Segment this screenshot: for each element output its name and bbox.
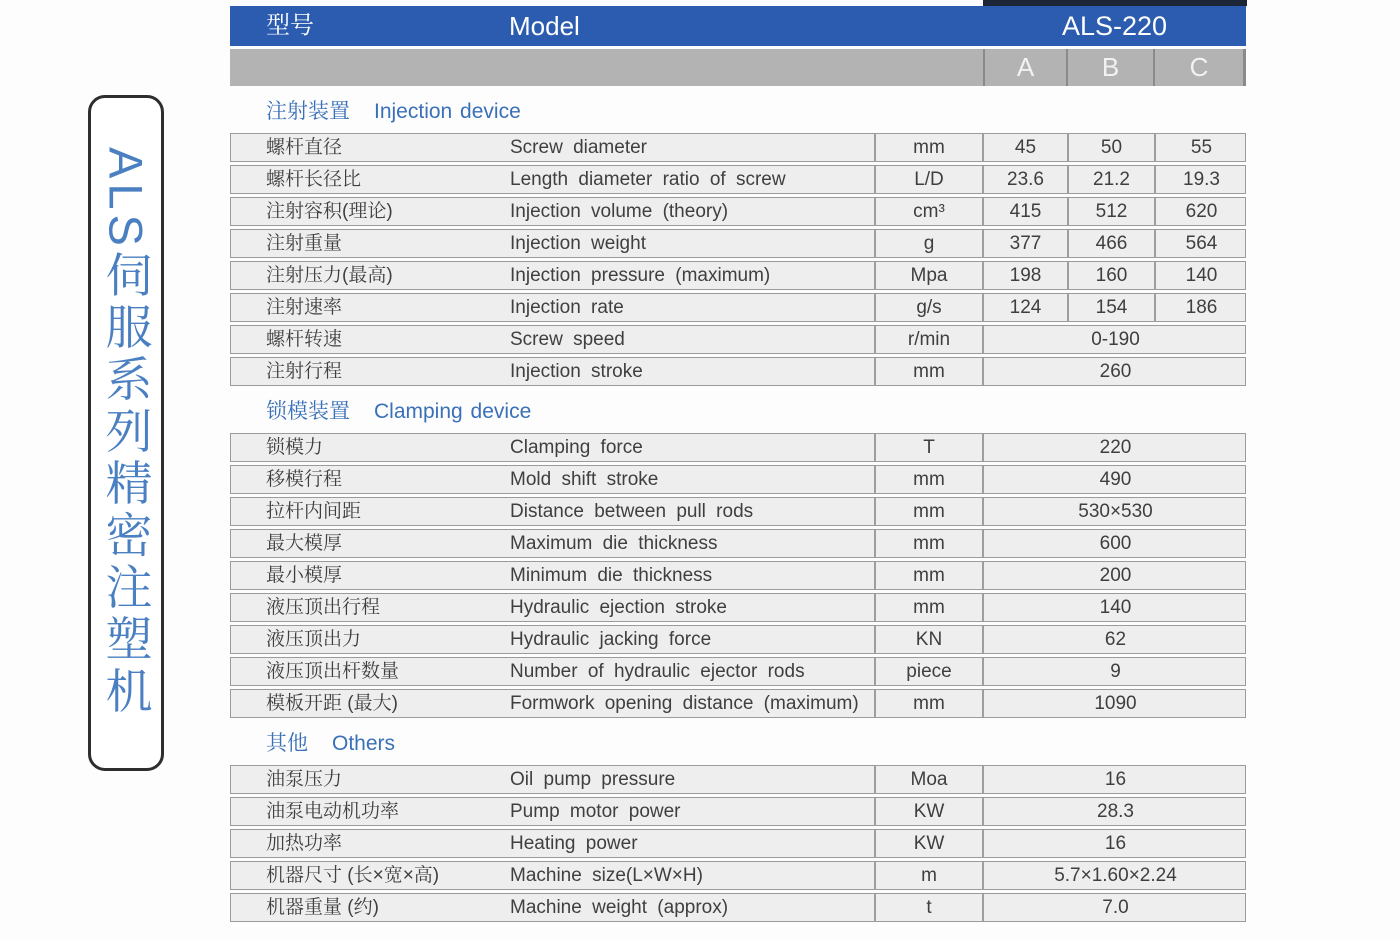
spec-values xyxy=(984,530,1247,557)
spec-name-cell xyxy=(231,358,874,385)
spec-values xyxy=(984,658,1247,685)
spec-name-cell xyxy=(231,230,874,257)
spec-values xyxy=(984,766,1247,793)
spec-name-cell xyxy=(231,766,874,793)
spec-unit-cell: KN xyxy=(874,626,984,653)
spec-name-zh: 注射速率 xyxy=(266,297,343,318)
spec-value: 140 xyxy=(1154,262,1247,289)
spec-name-zh: 注射重量 xyxy=(266,233,343,254)
spec-row xyxy=(230,689,1246,718)
spec-row xyxy=(230,797,1246,826)
column-header-c: C xyxy=(1153,49,1243,86)
spec-name-en: Hydraulic jacking force xyxy=(510,629,712,650)
spec-value: 154 xyxy=(1067,294,1154,321)
spec-unit-cell: Moa xyxy=(874,766,984,793)
spec-name-en: Length diameter ratio of screw xyxy=(510,169,786,190)
spec-table xyxy=(230,6,1246,925)
spec-name-en: Injection weight xyxy=(510,233,646,254)
spec-name-en: Pump motor power xyxy=(510,801,681,822)
spec-name-zh: 液压顶出杆数量 xyxy=(266,661,400,682)
section-rows xyxy=(230,765,1246,922)
spec-values xyxy=(984,594,1247,621)
spec-name-cell xyxy=(231,798,874,825)
spec-value-merged: 5.7×1.60×2.24 xyxy=(1054,865,1177,886)
spec-name-cell xyxy=(231,894,874,921)
spec-name-en: Formwork opening distance (maximum) xyxy=(510,693,859,714)
spec-value: 564 xyxy=(1154,230,1247,257)
spec-name-en: Screw diameter xyxy=(510,137,647,158)
spec-name-cell xyxy=(231,198,874,225)
spec-values xyxy=(984,262,1247,289)
spec-unit-cell: piece xyxy=(874,658,984,685)
spec-row xyxy=(230,829,1246,858)
spec-values xyxy=(984,798,1247,825)
spec-name-zh: 锁模力 xyxy=(266,437,324,458)
spec-row xyxy=(230,529,1246,558)
spec-section xyxy=(230,95,1246,386)
spec-value: 19.3 xyxy=(1154,166,1247,193)
spec-sections xyxy=(230,95,1246,922)
spec-name-en: Maximum die thickness xyxy=(510,533,718,554)
spec-name-cell xyxy=(231,530,874,557)
spec-name-cell xyxy=(231,690,874,717)
spec-values xyxy=(984,498,1247,525)
spec-name-zh: 注射行程 xyxy=(266,361,343,382)
spec-unit-cell: KW xyxy=(874,798,984,825)
spec-name-zh: 螺杆转速 xyxy=(266,329,343,350)
spec-name-en: Number of hydraulic ejector rods xyxy=(510,661,805,682)
spec-values xyxy=(984,466,1247,493)
spec-value-merged: 220 xyxy=(1099,437,1132,458)
spec-unit-cell: mm xyxy=(874,530,984,557)
column-header-b: B xyxy=(1066,49,1153,86)
section-rows xyxy=(230,433,1246,718)
spec-values xyxy=(984,230,1247,257)
spec-name-zh: 螺杆长径比 xyxy=(266,169,362,190)
spec-row xyxy=(230,893,1246,922)
spec-value-merged: 16 xyxy=(1104,769,1127,790)
spec-row xyxy=(230,133,1246,162)
spec-values xyxy=(984,562,1247,589)
spec-name-zh: 机器尺寸 (长×宽×高) xyxy=(266,865,440,886)
spec-unit-cell: r/min xyxy=(874,326,984,353)
spec-value-merged: 140 xyxy=(1099,597,1132,618)
spec-value: 55 xyxy=(1154,134,1247,161)
spec-name-en: Machine size(L×W×H) xyxy=(510,865,703,886)
spec-value-merged: 16 xyxy=(1104,833,1127,854)
spec-values xyxy=(984,830,1247,857)
spec-unit-cell: mm xyxy=(874,562,984,589)
spec-row xyxy=(230,593,1246,622)
spec-value-merged: 9 xyxy=(1110,661,1121,682)
spec-row xyxy=(230,357,1246,386)
spec-values xyxy=(984,294,1247,321)
section-rows xyxy=(230,133,1246,386)
column-header-spacer xyxy=(230,49,983,86)
spec-row xyxy=(230,657,1246,686)
spec-unit-cell: L/D xyxy=(874,166,984,193)
spec-value-merged: 0-190 xyxy=(1091,329,1140,350)
spec-name-cell xyxy=(231,326,874,353)
section-title xyxy=(230,95,1246,129)
spec-value-merged: 260 xyxy=(1099,361,1132,382)
spec-unit-cell: cm³ xyxy=(874,198,984,225)
spec-name-cell xyxy=(231,594,874,621)
spec-value: 23.6 xyxy=(1007,169,1044,190)
spec-unit-cell: mm xyxy=(874,690,984,717)
spec-row xyxy=(230,497,1246,526)
spec-name-zh: 油泵压力 xyxy=(266,769,343,790)
spec-row xyxy=(230,261,1246,290)
spec-name-en: Machine weight (approx) xyxy=(510,897,729,918)
spec-name-en: Hydraulic ejection stroke xyxy=(510,597,727,618)
spec-values xyxy=(984,434,1247,461)
spec-value-merged: 490 xyxy=(1099,469,1132,490)
model-header-bar xyxy=(230,6,1246,46)
spec-value: 512 xyxy=(1067,198,1154,225)
spec-name-zh: 注射容积(理论) xyxy=(266,201,393,222)
section-title-zh: 其他 xyxy=(266,732,308,755)
spec-name-zh: 液压顶出行程 xyxy=(266,597,381,618)
spec-row xyxy=(230,465,1246,494)
spec-unit-cell: t xyxy=(874,894,984,921)
spec-value: 466 xyxy=(1067,230,1154,257)
spec-value: 124 xyxy=(1009,297,1042,318)
spec-name-zh: 移模行程 xyxy=(266,469,343,490)
spec-value: 198 xyxy=(1009,265,1042,286)
spec-row xyxy=(230,561,1246,590)
model-label-zh: 型号 xyxy=(266,12,314,39)
spec-name-zh: 注射压力(最高) xyxy=(266,265,393,286)
spec-name-zh: 螺杆直径 xyxy=(266,137,343,158)
section-title-zh: 注射装置 xyxy=(266,100,350,123)
spec-unit-cell: mm xyxy=(874,498,984,525)
spec-name-cell xyxy=(231,434,874,461)
spec-name-zh: 模板开距 (最大) xyxy=(266,693,398,714)
spec-values xyxy=(984,166,1247,193)
spec-value: 21.2 xyxy=(1067,166,1154,193)
series-banner xyxy=(88,95,164,771)
spec-name-zh: 最小模厚 xyxy=(266,565,343,586)
spec-name-en: Distance between pull rods xyxy=(510,501,754,522)
spec-values xyxy=(984,134,1247,161)
series-banner-text: ALS伺服系列精密注塑机 xyxy=(99,147,153,719)
spec-name-en: Mold shift stroke xyxy=(510,469,659,490)
spec-value-merged: 1090 xyxy=(1094,693,1137,714)
section-title-zh: 锁模装置 xyxy=(266,400,350,423)
spec-name-cell xyxy=(231,830,874,857)
spec-value-merged: 7.0 xyxy=(1102,897,1129,918)
spec-name-cell xyxy=(231,658,874,685)
spec-section xyxy=(230,727,1246,922)
spec-name-cell xyxy=(231,294,874,321)
spec-row xyxy=(230,765,1246,794)
model-label-en: Model xyxy=(509,11,580,41)
spec-row xyxy=(230,229,1246,258)
spec-name-cell xyxy=(231,166,874,193)
section-title xyxy=(230,727,1246,761)
spec-unit-cell: g/s xyxy=(874,294,984,321)
spec-unit-cell: g xyxy=(874,230,984,257)
spec-name-en: Minimum die thickness xyxy=(510,565,713,586)
spec-row xyxy=(230,433,1246,462)
column-header-a: A xyxy=(983,49,1066,86)
spec-row xyxy=(230,197,1246,226)
spec-name-cell xyxy=(231,466,874,493)
spec-section xyxy=(230,395,1246,718)
column-header-row xyxy=(230,49,1246,86)
spec-value-merged: 600 xyxy=(1099,533,1132,554)
spec-unit-cell: T xyxy=(874,434,984,461)
spec-name-en: Heating power xyxy=(510,833,638,854)
spec-row xyxy=(230,861,1246,890)
spec-name-zh: 加热功率 xyxy=(266,833,343,854)
spec-value: 45 xyxy=(1014,137,1037,158)
spec-name-zh: 油泵电动机功率 xyxy=(266,801,400,822)
spec-value-merged: 530×530 xyxy=(1078,501,1153,522)
spec-name-cell xyxy=(231,498,874,525)
section-title-en: Clamping device xyxy=(374,400,532,423)
spec-name-en: Clamping force xyxy=(510,437,643,458)
section-title xyxy=(230,395,1246,429)
spec-name-en: Injection volume (theory) xyxy=(510,201,729,222)
spec-row xyxy=(230,293,1246,322)
spec-values xyxy=(984,626,1247,653)
spec-name-cell xyxy=(231,262,874,289)
spec-name-en: Injection pressure (maximum) xyxy=(510,265,771,286)
section-title-en: Others xyxy=(332,732,396,755)
spec-value: 186 xyxy=(1154,294,1247,321)
spec-value: 415 xyxy=(1009,201,1042,222)
spec-values xyxy=(984,862,1247,889)
spec-name-en: Injection stroke xyxy=(510,361,643,382)
spec-name-zh: 拉杆内间距 xyxy=(266,501,362,522)
spec-value-merged: 62 xyxy=(1104,629,1127,650)
spec-row xyxy=(230,325,1246,354)
spec-name-zh: 机器重量 (约) xyxy=(266,897,379,918)
spec-name-cell xyxy=(231,562,874,589)
spec-value-merged: 28.3 xyxy=(1097,801,1134,822)
spec-name-zh: 液压顶出力 xyxy=(266,629,362,650)
spec-row xyxy=(230,625,1246,654)
spec-unit-cell: mm xyxy=(874,466,984,493)
spec-values xyxy=(984,198,1247,225)
spec-values xyxy=(984,358,1247,385)
spec-unit-cell: Mpa xyxy=(874,262,984,289)
spec-value: 160 xyxy=(1067,262,1154,289)
spec-unit-cell: mm xyxy=(874,358,984,385)
spec-name-en: Screw speed xyxy=(510,329,625,350)
spec-unit-cell: KW xyxy=(874,830,984,857)
spec-unit-cell: m xyxy=(874,862,984,889)
spec-value: 620 xyxy=(1154,198,1247,225)
spec-value: 377 xyxy=(1009,233,1042,254)
spec-name-cell xyxy=(231,134,874,161)
spec-values xyxy=(984,326,1247,353)
section-title-en: Injection device xyxy=(374,100,521,123)
spec-values xyxy=(984,690,1247,717)
spec-name-cell xyxy=(231,862,874,889)
spec-unit-cell: mm xyxy=(874,134,984,161)
spec-value-merged: 200 xyxy=(1099,565,1132,586)
spec-value: 50 xyxy=(1067,134,1154,161)
spec-name-zh: 最大模厚 xyxy=(266,533,343,554)
spec-name-en: Oil pump pressure xyxy=(510,769,676,790)
spec-row xyxy=(230,165,1246,194)
spec-name-en: Injection rate xyxy=(510,297,624,318)
spec-values xyxy=(984,894,1247,921)
model-value: ALS-220 xyxy=(1061,11,1168,41)
spec-name-cell xyxy=(231,626,874,653)
spec-unit-cell: mm xyxy=(874,594,984,621)
